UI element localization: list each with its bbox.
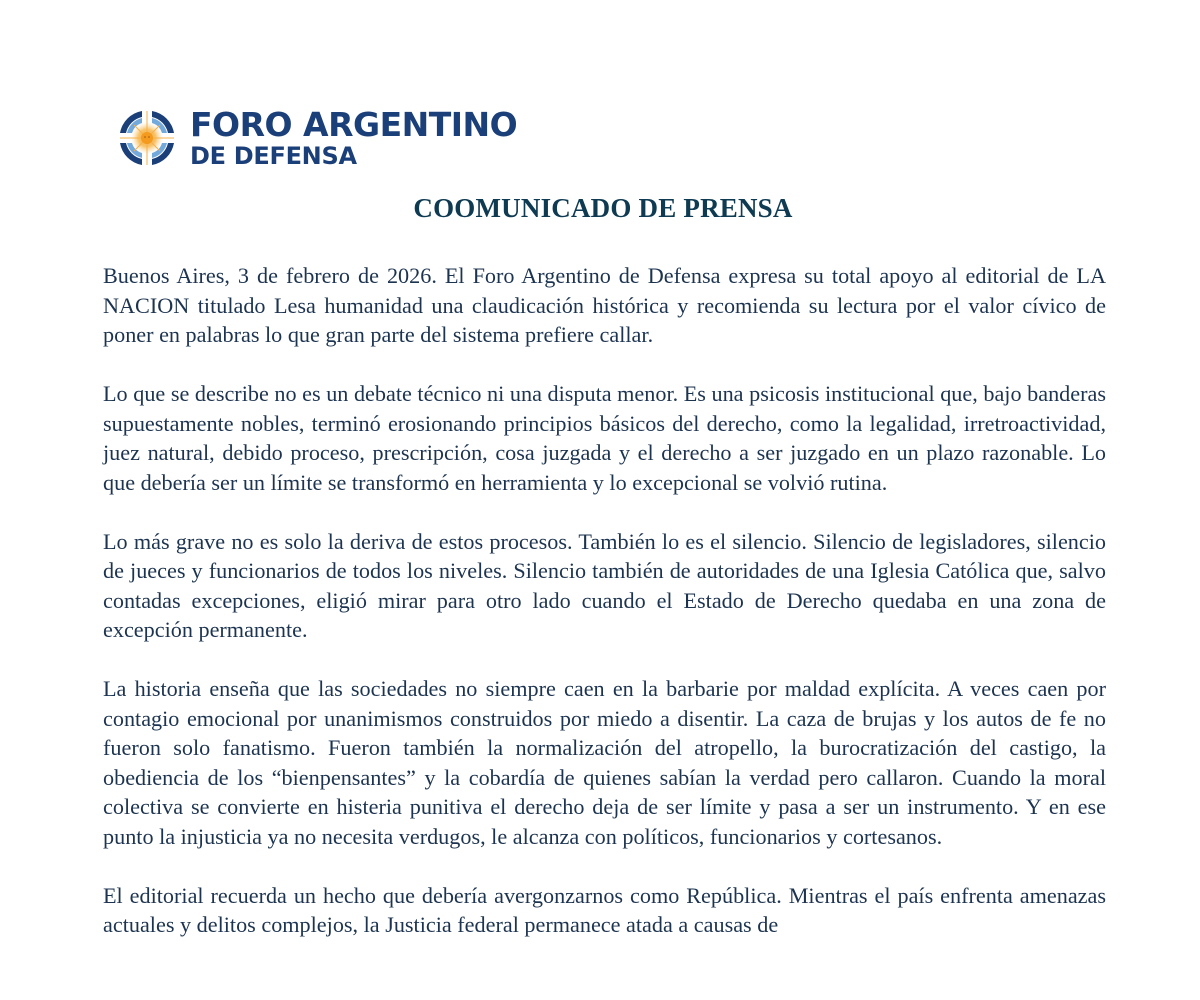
paragraph-1: Buenos Aires, 3 de febrero de 2026. El Foro Argentino de Defensa expresa su total apoyo al editorial de LA NACION titulado Lesa humanidad una claudicación histórica y recomienda su lectura por el valor cívico de poner en palabras lo que gran parte del sistema prefiere callar. [103,263,1106,347]
paragraph-2: Lo que se describe no es un debate técnico ni una disputa menor. Es una psicosis institucional que, bajo banderas supuestamente nobles, terminó erosionando principios básicos del derecho, como la legalidad, irretroactividad, juez natural, debido proceso, prescripción, cosa juzgada y el derecho a ser juzgado en un plazo razonable. Lo que debería ser un límite se transformó en herramienta y lo excepcional se volvió rutina. [103,381,1106,495]
paragraph-4: La historia enseña que las sociedades no siempre caen en la barbarie por maldad explícita. A veces caen por contagio emocional por unanimismos construidos por miedo a disentir. La caza de brujas y los autos de fe no fueron solo fanatismo. Fueron también la normalización del atropello, la burocratización del castigo, la obediencia de los “bienpensantes” y la cobardía de quienes sabían la verdad pero callaron. Cuando la moral colectiva se convierte en histeria punitiva el derecho deja de ser límite y pasa a ser un instrumento. Y en ese punto la injusticia ya no necesita verdugos, le alcanza con políticos, funcionarios y cortesanos. [103,676,1106,849]
paragraph-5: El editorial recuerda un hecho que debería avergonzarnos como República. Mientras el país enfrenta amenazas actuales y delitos complejos, la Justicia federal permanece atada a causas de [103,882,1106,937]
paragraph-3: Lo más grave no es solo la deriva de estos procesos. También lo es el silencio. Silencio de legisladores, silencio de jueces y funcionarios de todos los niveles. Silencio también de autoridades de una Iglesia Católica que, salvo contadas excepciones, eligió mirar para otro lado cuando el Estado de Derecho quedaba en una zona de excepción permanente. [103,528,1106,642]
page-title: COOMUNICADO DE PRENSA [413,193,793,223]
sun-of-may-compass-emblem-icon [112,103,182,173]
document-body [103,261,1106,969]
logo-line-1: FORO ARGENTINO [190,105,518,144]
logo-line-2: DE DEFENSA [190,142,357,170]
organization-logo [112,102,517,174]
logo-wordmark [190,105,518,170]
